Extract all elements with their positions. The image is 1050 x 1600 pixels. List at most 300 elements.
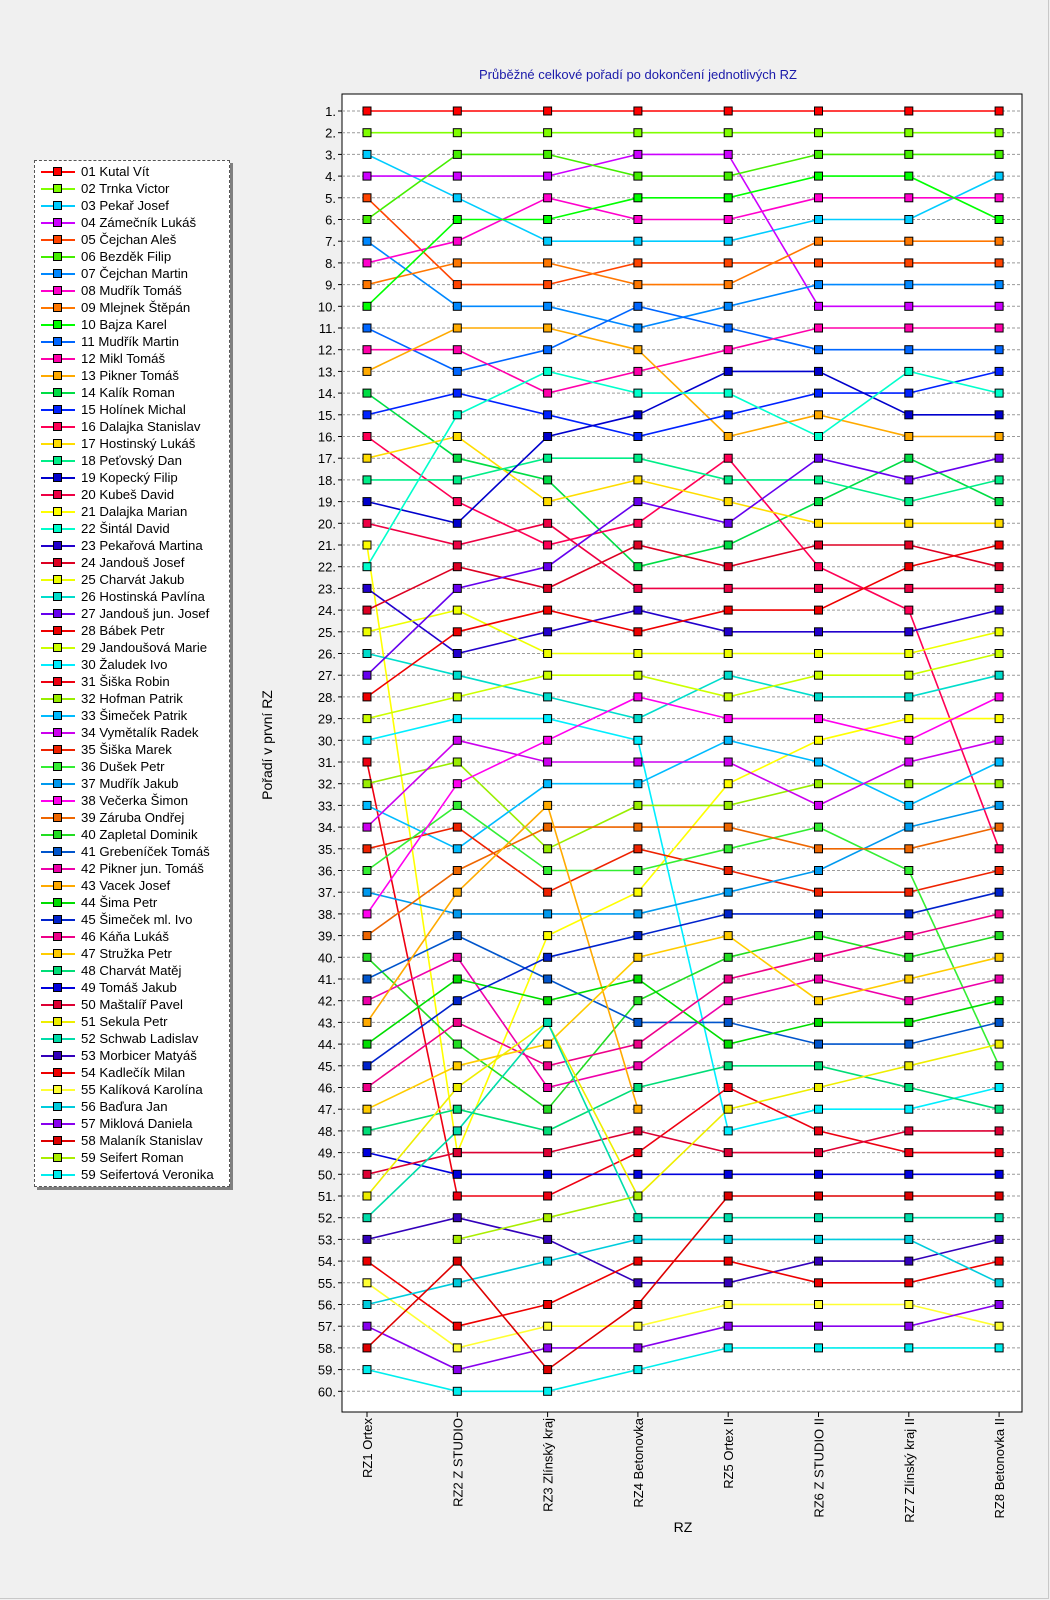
data-point	[544, 1344, 552, 1352]
data-point	[363, 780, 371, 788]
legend-label: 04 Zámečník Lukáš	[81, 215, 197, 230]
data-point	[453, 932, 461, 940]
legend-swatch	[41, 605, 75, 622]
data-point	[453, 1344, 461, 1352]
data-point	[363, 259, 371, 267]
data-point	[544, 519, 552, 527]
legend-item	[41, 163, 227, 180]
legend-label: 36 Dušek Petr	[81, 759, 165, 774]
data-point	[815, 150, 823, 158]
legend-label: 13 Pikner Tomáš	[81, 368, 179, 383]
data-point	[363, 1322, 371, 1330]
data-point	[995, 867, 1003, 875]
legend-label: 29 Jandoušová Marie	[81, 640, 208, 655]
data-point	[905, 736, 913, 744]
y-tick-label: 43.	[317, 1015, 336, 1031]
data-point	[815, 519, 823, 527]
data-point	[544, 1018, 552, 1026]
data-point	[724, 216, 732, 224]
y-tick-label: 10.	[317, 299, 336, 315]
data-point	[995, 216, 1003, 224]
data-point	[724, 823, 732, 831]
data-point	[724, 433, 732, 441]
legend-swatch	[41, 622, 75, 639]
legend-label: 39 Záruba Ondřej	[81, 810, 185, 825]
data-point	[905, 910, 913, 918]
data-point	[724, 1322, 732, 1330]
data-point	[453, 389, 461, 397]
data-point	[995, 1322, 1003, 1330]
data-point	[634, 1170, 642, 1178]
data-point	[905, 671, 913, 679]
legend-swatch	[41, 758, 75, 775]
data-point	[453, 259, 461, 267]
data-point	[453, 1062, 461, 1070]
legend-swatch	[41, 707, 75, 724]
data-point	[905, 953, 913, 961]
data-point	[634, 1322, 642, 1330]
data-point	[815, 346, 823, 354]
legend-item	[41, 537, 227, 554]
data-point	[724, 888, 732, 896]
data-point	[995, 454, 1003, 462]
legend-swatch	[41, 877, 75, 894]
x-tick-label: RZ2 Z STUDIO	[450, 1418, 466, 1507]
data-point	[815, 324, 823, 332]
data-point	[905, 867, 913, 875]
y-tick-label: 8.	[325, 255, 336, 271]
legend-label: 49 Tomáš Jakub	[81, 980, 177, 995]
legend-label: 51 Sekula Petr	[81, 1014, 168, 1029]
data-point	[363, 411, 371, 419]
legend-item	[41, 367, 227, 384]
y-tick-label: 24.	[317, 603, 336, 619]
data-point	[453, 910, 461, 918]
data-point	[544, 259, 552, 267]
y-tick-label: 23.	[317, 581, 336, 597]
legend-swatch	[41, 860, 75, 877]
data-point	[724, 281, 732, 289]
legend-item	[41, 231, 227, 248]
data-point	[634, 454, 642, 462]
data-point	[634, 628, 642, 636]
data-point	[453, 1084, 461, 1092]
data-point	[634, 975, 642, 983]
legend-item	[41, 826, 227, 843]
legend-label: 05 Čejchan Aleš	[81, 232, 177, 247]
legend-swatch	[41, 299, 75, 316]
x-tick-label: RZ1 Ortex	[360, 1418, 375, 1478]
legend-swatch	[41, 826, 75, 843]
data-point	[905, 563, 913, 571]
legend-swatch	[41, 384, 75, 401]
data-point	[544, 324, 552, 332]
data-point	[634, 888, 642, 896]
data-point	[544, 302, 552, 310]
data-point	[544, 194, 552, 202]
data-point	[544, 780, 552, 788]
data-point	[363, 498, 371, 506]
data-point	[634, 1149, 642, 1157]
data-point	[905, 845, 913, 853]
data-point	[363, 172, 371, 180]
data-point	[724, 324, 732, 332]
data-point	[634, 411, 642, 419]
y-tick-label: 1.	[325, 104, 336, 119]
data-point	[363, 1366, 371, 1374]
legend-item	[41, 180, 227, 197]
data-point	[905, 650, 913, 658]
data-point	[544, 606, 552, 614]
data-point	[453, 671, 461, 679]
x-tick-label: RZ8 Betonovka II	[992, 1418, 1008, 1519]
data-point	[724, 194, 732, 202]
data-point	[815, 1279, 823, 1287]
legend-swatch	[41, 588, 75, 605]
data-point	[905, 1192, 913, 1200]
data-point	[544, 107, 552, 115]
data-point	[724, 150, 732, 158]
y-tick-label: 18.	[317, 472, 336, 488]
data-point	[634, 650, 642, 658]
data-point	[815, 780, 823, 788]
data-point	[363, 845, 371, 853]
legend-item	[41, 996, 227, 1013]
data-point	[724, 932, 732, 940]
data-point	[905, 1170, 913, 1178]
legend-item	[41, 809, 227, 826]
data-point	[724, 1062, 732, 1070]
data-point	[453, 129, 461, 137]
data-point	[634, 150, 642, 158]
y-tick-label: 53.	[317, 1232, 336, 1248]
legend-label: 37 Mudřík Jakub	[81, 776, 179, 791]
legend-swatch	[41, 520, 75, 537]
data-point	[724, 953, 732, 961]
data-point	[724, 498, 732, 506]
data-point	[905, 389, 913, 397]
data-point	[363, 823, 371, 831]
legend-swatch	[41, 656, 75, 673]
data-point	[634, 867, 642, 875]
data-point	[453, 1127, 461, 1135]
data-point	[544, 411, 552, 419]
data-point	[634, 367, 642, 375]
data-point	[363, 606, 371, 614]
legend-item	[41, 622, 227, 639]
data-point	[363, 1062, 371, 1070]
data-point	[544, 736, 552, 744]
y-tick-label: 32.	[317, 776, 336, 792]
legend-item	[41, 1132, 227, 1149]
legend-label: 08 Mudřík Tomáš	[81, 283, 182, 298]
data-point	[634, 281, 642, 289]
data-point	[634, 1018, 642, 1026]
data-point	[453, 758, 461, 766]
data-point	[634, 324, 642, 332]
data-point	[905, 997, 913, 1005]
y-tick-label: 28.	[317, 689, 336, 705]
legend-swatch	[41, 333, 75, 350]
data-point	[815, 1127, 823, 1135]
data-point	[815, 932, 823, 940]
legend-item	[41, 945, 227, 962]
data-point	[363, 1127, 371, 1135]
data-point	[453, 650, 461, 658]
legend-swatch	[41, 435, 75, 452]
data-point	[724, 1257, 732, 1265]
legend-label: 16 Dalajka Stanislav	[81, 419, 201, 434]
data-point	[453, 563, 461, 571]
data-point	[995, 411, 1003, 419]
data-point	[544, 867, 552, 875]
data-point	[453, 1279, 461, 1287]
legend-item	[41, 1098, 227, 1115]
legend-swatch	[41, 1030, 75, 1047]
data-point	[995, 1105, 1003, 1113]
data-point	[995, 1214, 1003, 1222]
data-point	[634, 1235, 642, 1243]
data-point	[995, 519, 1003, 527]
data-point	[815, 237, 823, 245]
legend-label: 26 Hostinská Pavlína	[81, 589, 205, 604]
legend-item	[41, 282, 227, 299]
data-point	[544, 628, 552, 636]
data-point	[815, 650, 823, 658]
x-tick-labels	[360, 1412, 1007, 1523]
legend-item	[41, 588, 227, 605]
legend-item	[41, 860, 227, 877]
data-point	[363, 541, 371, 549]
data-point	[453, 867, 461, 875]
data-point	[815, 454, 823, 462]
data-point	[453, 302, 461, 310]
data-point	[634, 780, 642, 788]
y-tick-label: 33.	[317, 798, 336, 814]
data-point	[453, 346, 461, 354]
data-point	[544, 1235, 552, 1243]
data-point	[995, 823, 1003, 831]
data-point	[724, 259, 732, 267]
data-point	[724, 1170, 732, 1178]
data-point	[363, 563, 371, 571]
data-point	[815, 1040, 823, 1048]
data-point	[905, 194, 913, 202]
legend	[34, 160, 230, 1187]
legend-item	[41, 639, 227, 656]
data-point	[363, 150, 371, 158]
data-point	[815, 1192, 823, 1200]
legend-label: 11 Mudřík Martin	[81, 334, 179, 349]
legend-swatch	[41, 316, 75, 333]
data-point	[363, 1105, 371, 1113]
data-point	[363, 997, 371, 1005]
data-point	[453, 715, 461, 723]
legend-swatch	[41, 690, 75, 707]
data-point	[905, 302, 913, 310]
data-point	[544, 1040, 552, 1048]
y-tick-label: 46.	[317, 1080, 336, 1096]
data-point	[544, 129, 552, 137]
data-point	[815, 194, 823, 202]
data-point	[453, 1149, 461, 1157]
data-point	[634, 758, 642, 766]
data-point	[995, 476, 1003, 484]
data-point	[363, 1149, 371, 1157]
data-point	[815, 1170, 823, 1178]
data-point	[544, 1170, 552, 1178]
data-point	[634, 801, 642, 809]
legend-item	[41, 469, 227, 486]
data-point	[453, 1366, 461, 1374]
data-point	[905, 1322, 913, 1330]
y-tick-label: 35.	[317, 841, 336, 857]
y-tick-label: 5.	[325, 190, 336, 206]
data-point	[815, 411, 823, 419]
data-point	[544, 1084, 552, 1092]
data-point	[363, 237, 371, 245]
data-point	[905, 411, 913, 419]
data-point	[453, 1170, 461, 1178]
data-point	[544, 715, 552, 723]
data-point	[634, 823, 642, 831]
legend-swatch	[41, 639, 75, 656]
data-point	[995, 1235, 1003, 1243]
legend-item	[41, 1047, 227, 1064]
legend-item	[41, 1166, 227, 1183]
data-point	[905, 1344, 913, 1352]
legend-swatch	[41, 775, 75, 792]
data-point	[995, 324, 1003, 332]
data-point	[995, 1170, 1003, 1178]
legend-swatch	[41, 163, 75, 180]
legend-swatch	[41, 503, 75, 520]
data-point	[905, 107, 913, 115]
data-point	[634, 932, 642, 940]
data-point	[453, 1387, 461, 1395]
legend-item	[41, 605, 227, 622]
legend-swatch	[41, 1115, 75, 1132]
data-point	[724, 1040, 732, 1048]
y-tick-label: 7.	[325, 234, 336, 250]
data-point	[634, 671, 642, 679]
data-point	[544, 1366, 552, 1374]
data-point	[544, 367, 552, 375]
legend-label: 10 Bajza Karel	[81, 317, 167, 332]
data-point	[634, 498, 642, 506]
legend-swatch	[41, 894, 75, 911]
legend-swatch	[41, 741, 75, 758]
y-tick-label: 11.	[318, 321, 336, 336]
legend-swatch	[41, 911, 75, 928]
data-point	[905, 519, 913, 527]
x-tick-label: RZ5 Ortex II	[721, 1418, 737, 1489]
chart-title: Průběžné celkové pořadí po dokončení jednotlivých RZ	[479, 67, 797, 82]
legend-label: 14 Kalík Roman	[81, 385, 175, 400]
legend-item	[41, 503, 227, 520]
legend-item	[41, 741, 227, 758]
data-point	[815, 1084, 823, 1092]
data-point	[815, 758, 823, 766]
y-tick-label: 56.	[317, 1297, 336, 1313]
data-point	[995, 389, 1003, 397]
data-point	[905, 454, 913, 462]
data-point	[453, 801, 461, 809]
data-point	[363, 302, 371, 310]
data-point	[363, 433, 371, 441]
legend-item	[41, 452, 227, 469]
data-point	[634, 1301, 642, 1309]
legend-item	[41, 724, 227, 741]
data-point	[905, 780, 913, 788]
data-point	[905, 888, 913, 896]
data-point	[995, 1301, 1003, 1309]
legend-label: 35 Šiška Marek	[81, 742, 172, 757]
legend-label: 43 Vacek Josef	[81, 878, 171, 893]
legend-item	[41, 435, 227, 452]
y-tick-label: 14.	[317, 386, 336, 402]
data-point	[815, 1301, 823, 1309]
legend-label: 33 Šimeček Patrik	[81, 708, 188, 723]
data-point	[544, 1192, 552, 1200]
data-point	[995, 1127, 1003, 1135]
data-point	[815, 367, 823, 375]
legend-item	[41, 792, 227, 809]
data-point	[995, 671, 1003, 679]
legend-swatch	[41, 962, 75, 979]
data-point	[905, 476, 913, 484]
data-point	[453, 237, 461, 245]
legend-swatch	[41, 350, 75, 367]
data-point	[544, 1322, 552, 1330]
data-point	[634, 1105, 642, 1113]
y-tick-label: 58.	[317, 1340, 336, 1356]
data-point	[995, 172, 1003, 180]
data-point	[724, 1192, 732, 1200]
data-point	[905, 823, 913, 831]
legend-swatch	[41, 1081, 75, 1098]
y-tick-labels	[318, 104, 336, 1399]
data-point	[724, 1279, 732, 1287]
y-tick-label: 44.	[317, 1037, 336, 1053]
data-point	[815, 584, 823, 592]
data-point	[544, 237, 552, 245]
data-point	[634, 1279, 642, 1287]
legend-swatch	[41, 809, 75, 826]
data-point	[815, 216, 823, 224]
data-point	[905, 1149, 913, 1157]
x-tick-label: RZ4 Betonovka	[630, 1418, 646, 1508]
legend-swatch	[41, 452, 75, 469]
x-axis-label: RZ	[673, 1519, 693, 1535]
legend-swatch	[41, 537, 75, 554]
data-point	[544, 216, 552, 224]
data-point	[724, 671, 732, 679]
data-point	[815, 1062, 823, 1070]
legend-swatch	[41, 1149, 75, 1166]
y-tick-label: 60.	[317, 1384, 336, 1400]
data-point	[905, 498, 913, 506]
data-point	[905, 259, 913, 267]
data-point	[544, 1257, 552, 1265]
data-point	[453, 1040, 461, 1048]
legend-item	[41, 758, 227, 775]
data-point	[815, 1149, 823, 1157]
data-point	[634, 845, 642, 853]
data-point	[544, 498, 552, 506]
legend-item	[41, 1149, 227, 1166]
data-point	[815, 1105, 823, 1113]
